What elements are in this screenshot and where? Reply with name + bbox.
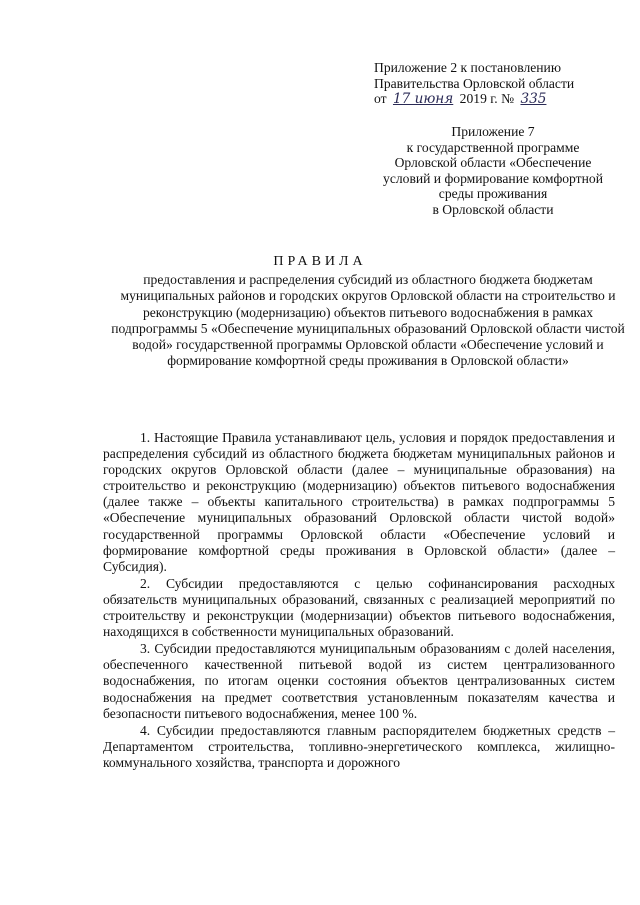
document-body [103,430,615,772]
paragraph-2: 2. Субсидии предоставляются с целью софинансирования расходных обязательств муниципальных образований, связанных с реализацией мероприятий по строительству и реконструкции (модернизации) объектов питьевого водоснабжения, находящихся в собственности муниципальных образований. [103,575,615,640]
appendix-line: Приложение 7 [451,124,535,139]
appendix-line: среды проживания [438,186,548,202]
resolution-line-2: Правительства Орловской области [374,75,575,91]
appendix-line: условий и формирование комфортной [383,170,603,186]
resolution-reference [374,60,626,108]
paragraph-3: 3. Субсидии предоставляются муниципальным образованиям с долей населения, обеспеченного качественной питьевой водой из систем централизованного водоснабжения, по итогам оценки состояния объектов централизованных систем водоснабжения на предмет соответствия установленным показателям качества и безопасности питьевого водоснабжения, менее 100 %. [103,641,615,721]
date-prefix: от [374,91,387,106]
paragraph-4: 4. Субсидии предоставляются главным распорядителем бюджетных средств – Департаментом строительства, топливно-энергетического комплекса, жилищно-коммунального хозяйства, транспорта и дорожного [103,722,615,770]
resolution-date-line [374,91,626,108]
paragraph-1: 1. Настоящие Правила устанавливают цель, условия и порядок предоставления и распределения субсидий из областного бюджета бюджетам муниципальных районов и городских округов Орловской области (далее – муниципальные образования) на строительство и реконструкцию (модернизацию) объектов питьевого водоснабжения (далее также – объекты капитального строительства) в рамках подпрограммы 5 «Обеспечение муниципальных образований Орловской области чистой водой» государственной программы Орловской области «Обеспечение условий и формирование комфортной среды проживания в Орловской области» (далее – Субсидия). [103,430,615,574]
date-year: 2019 г. № [459,91,515,106]
appendix-line: к государственной программе [406,139,580,155]
handwritten-date: 17 июня [392,91,454,107]
document-subtitle: предоставления и распределения субсидий из областного бюджета бюджетам муниципальных районов и городских округов Орловской области на строительство и реконструкцию (модернизацию) объектов питьевого водоснабжения в рамках подпрограммы 5 «Обеспечение муниципальных образований Орловской области чистой водой» государственной программы Орловской области «Обеспечение условий и формирование комфортной среды проживания в Орловской области» [111,272,625,369]
handwritten-doc-number: 335 [520,91,547,107]
document-title: ПРАВИЛА [273,254,367,269]
appendix-line: в Орловской области [432,201,554,217]
appendix-line: Орловской области «Обеспечение [394,155,592,171]
resolution-line-1: Приложение 2 к постановлению [374,60,561,75]
appendix-7-heading [355,124,631,218]
